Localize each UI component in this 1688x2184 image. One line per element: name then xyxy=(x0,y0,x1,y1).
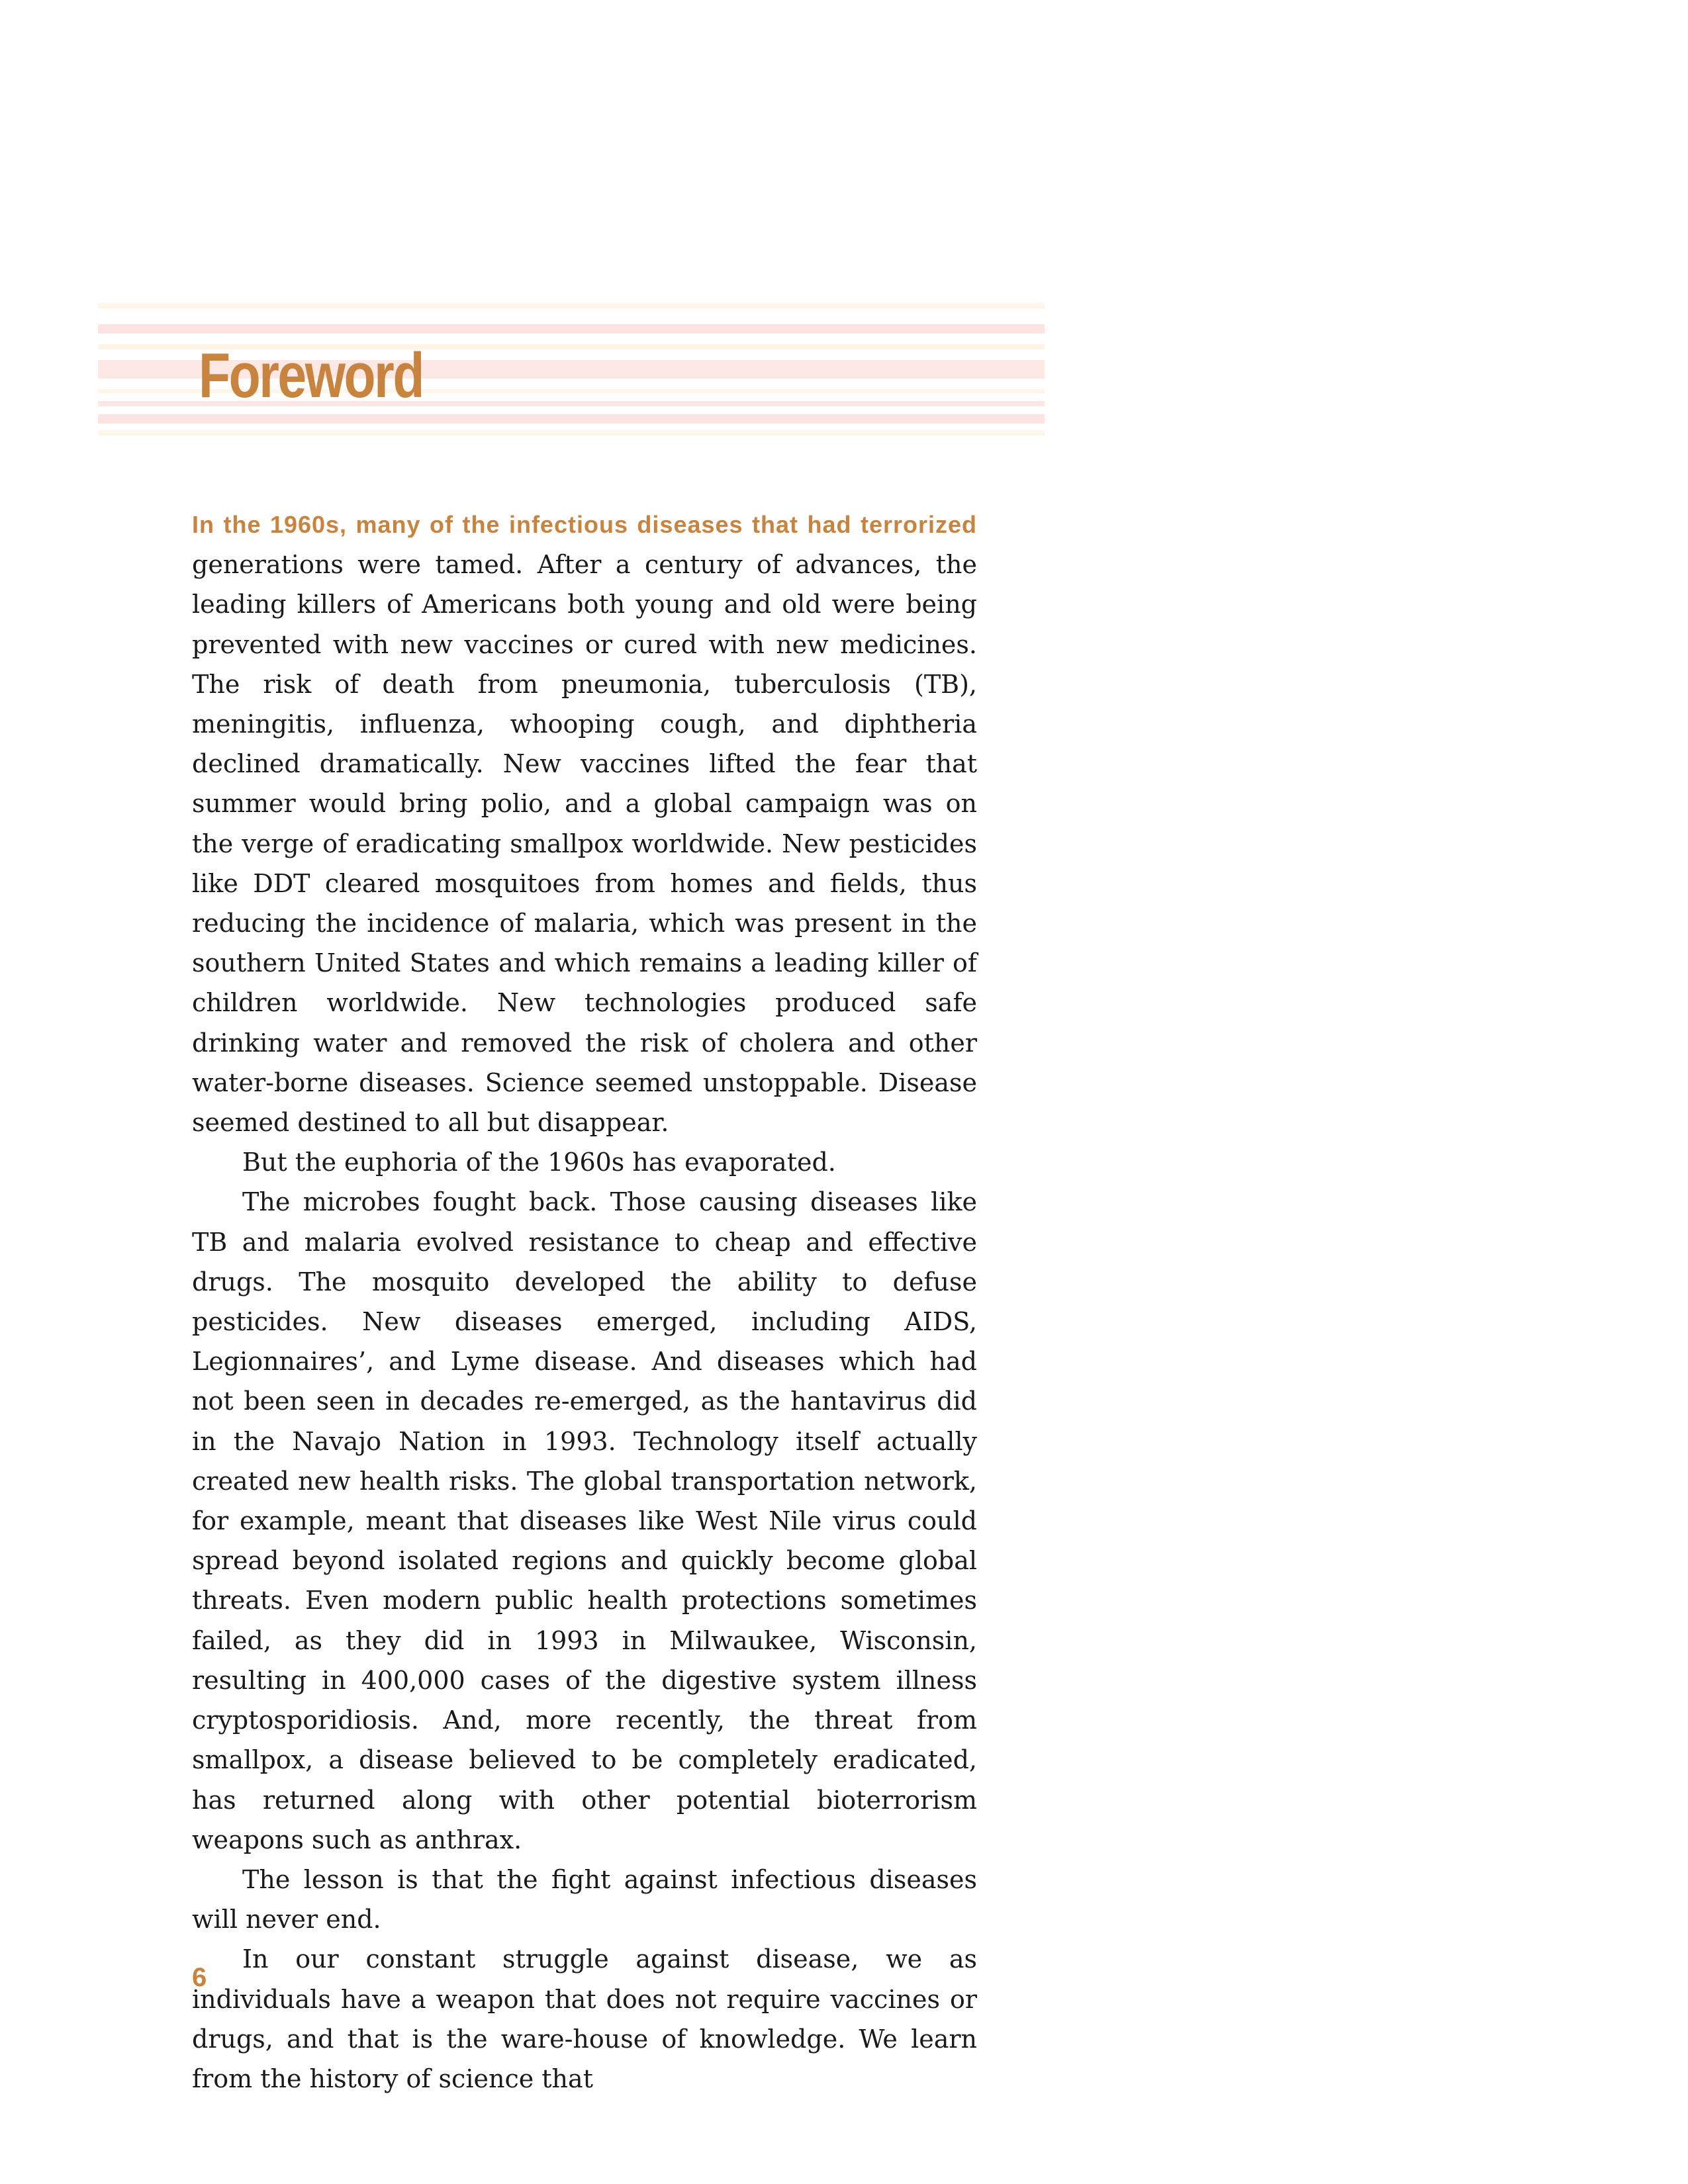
page-title: Foreword xyxy=(199,340,423,411)
stripe xyxy=(98,414,1045,424)
body-text xyxy=(192,504,977,2099)
paragraph: In our constant struggle against disease, we as individuals have a weapon that does not require vaccines or drugs, and that is the ware-house of knowledge. We learn from the history of science that xyxy=(192,1944,977,2093)
lead-in: In the 1960s, many of the infectious diseases that had terrorized xyxy=(192,511,977,538)
paragraph-text: generations were tamed. After a century of advances, the leading killers of Americans both young and old were being prevented with new vaccines or cured with new medicines. The risk of death from pneumonia, tuberculosis (TB), meningitis, influenza, whooping cough, and diphtheria declined dramatically. New vaccines lifted the fear that summer would bring polio, and a global campaign was on the verge of eradicating smallpox worldwide. New pesticides like DDT cleared mosquitoes from homes and fields, thus reducing the incidence of malaria, which was present in the southern United States and which remains a leading killer of children worldwide. New technologies produced safe drinking water and removed the risk of cholera and other water-borne diseases. Science seemed unstoppable. Disease seemed destined to all but disappear. xyxy=(192,550,977,1138)
paragraph: The lesson is that the fight against infectious diseases will never end. xyxy=(192,1864,977,1934)
paragraph xyxy=(192,504,977,1142)
paragraph: But the euphoria of the 1960s has evaporated. xyxy=(242,1148,836,1177)
page-number: 6 xyxy=(192,1963,207,1992)
stripe xyxy=(98,303,1045,308)
stripe xyxy=(98,430,1045,435)
stripe xyxy=(98,324,1045,334)
paragraph: The microbes fought back. Those causing diseases like TB and malaria evolved resistance to cheap and effective drugs. The mosquito developed the ability to defuse pesticides. New diseases emerged, including AIDS, Legionnaires’, and Lyme disease. And diseases which had not been seen in decades re-emerged, as the hantavirus did in the Navajo Nation in 1993. Technology itself actually created new health risks. The global transportation network, for example, meant that diseases like West Nile virus could spread beyond isolated regions and quickly become global threats. Even modern public health protections sometimes failed, as they did in 1993 in Milwaukee, Wisconsin, resulting in 400,000 cases of the digestive system illness cryptosporidiosis. And, more recently, the threat from smallpox, a disease believed to be completely eradicated, has returned along with other potential bioterrorism weapons such as anthrax. xyxy=(192,1187,977,1854)
